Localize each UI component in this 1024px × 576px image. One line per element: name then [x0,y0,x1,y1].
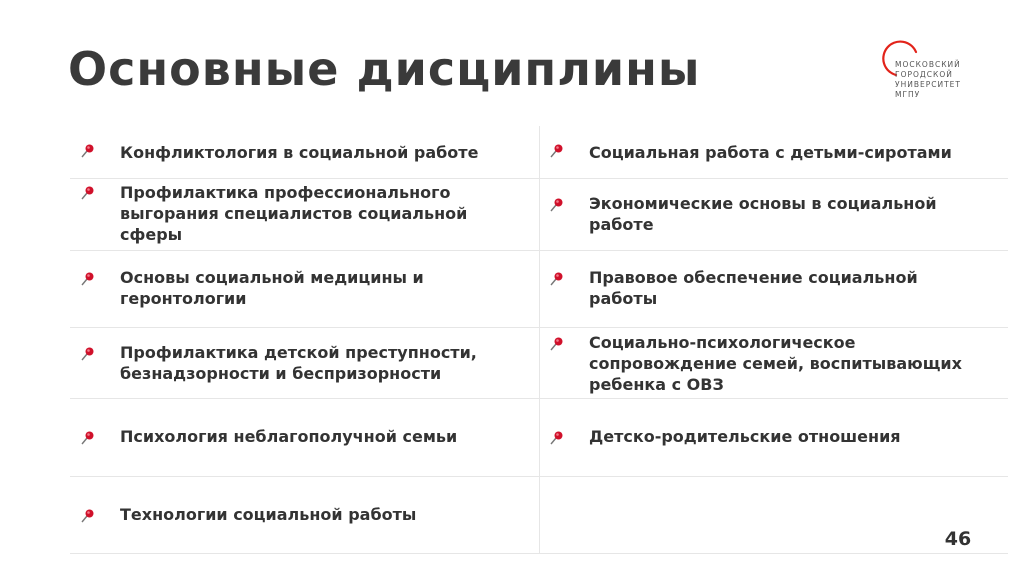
university-logo [880,38,980,104]
disciplines-table [70,126,1008,554]
pushpin-icon [549,142,565,158]
discipline-item [70,178,539,250]
logo-line-4: МГПУ [895,90,921,99]
discipline-label: Основы социальной медицины и геронтологии [120,268,424,308]
pushpin-icon [549,270,565,286]
discipline-item [70,476,539,553]
page-number: 46 [944,528,972,550]
logo-text [895,60,961,100]
logo-line-1: МОСКОВСКИЙ [895,60,961,69]
discipline-label: Конфликтология в социальной работе [120,142,479,162]
pushpin-icon [549,335,565,351]
discipline-label: Технологии социальной работы [120,505,417,524]
discipline-label: Экономические основы в социальной работе [589,194,937,234]
pushpin-icon [549,429,565,445]
discipline-item [539,126,1008,178]
discipline-item [539,327,1008,398]
discipline-item [539,178,1008,250]
discipline-label: Социальная работа с детьми-сиротами [589,142,952,162]
pushpin-icon [80,345,96,361]
pushpin-icon [80,270,96,286]
pushpin-icon [80,142,96,158]
discipline-item [539,250,1008,327]
logo-line-3: УНИВЕРСИТЕТ [895,80,961,89]
discipline-item [70,327,539,398]
logo-line-2: ГОРОДСКОЙ [895,70,953,79]
discipline-label: Детско-родительские отношения [589,427,901,446]
slide-title: Основные дисциплины [68,42,701,96]
pushpin-icon [80,507,96,523]
discipline-item [70,126,539,178]
discipline-label: Профилактика детской преступности, безнадзорности и беспризорности [120,343,477,383]
discipline-label: Профилактика профессионального выгорания специалистов социальной сферы [120,183,468,244]
discipline-item [70,398,539,476]
discipline-item [539,398,1008,476]
discipline-label: Социально-психологическое сопровождение семей, воспитывающих ребенка с ОВЗ [589,333,962,394]
row-divider [70,553,1008,554]
pushpin-icon [80,184,96,200]
empty-cell [539,476,1008,553]
discipline-label: Правовое обеспечение социальной работы [589,268,918,308]
discipline-item [70,250,539,327]
pushpin-icon [549,196,565,212]
discipline-label: Психология неблагополучной семьи [120,427,458,446]
pushpin-icon [80,429,96,445]
